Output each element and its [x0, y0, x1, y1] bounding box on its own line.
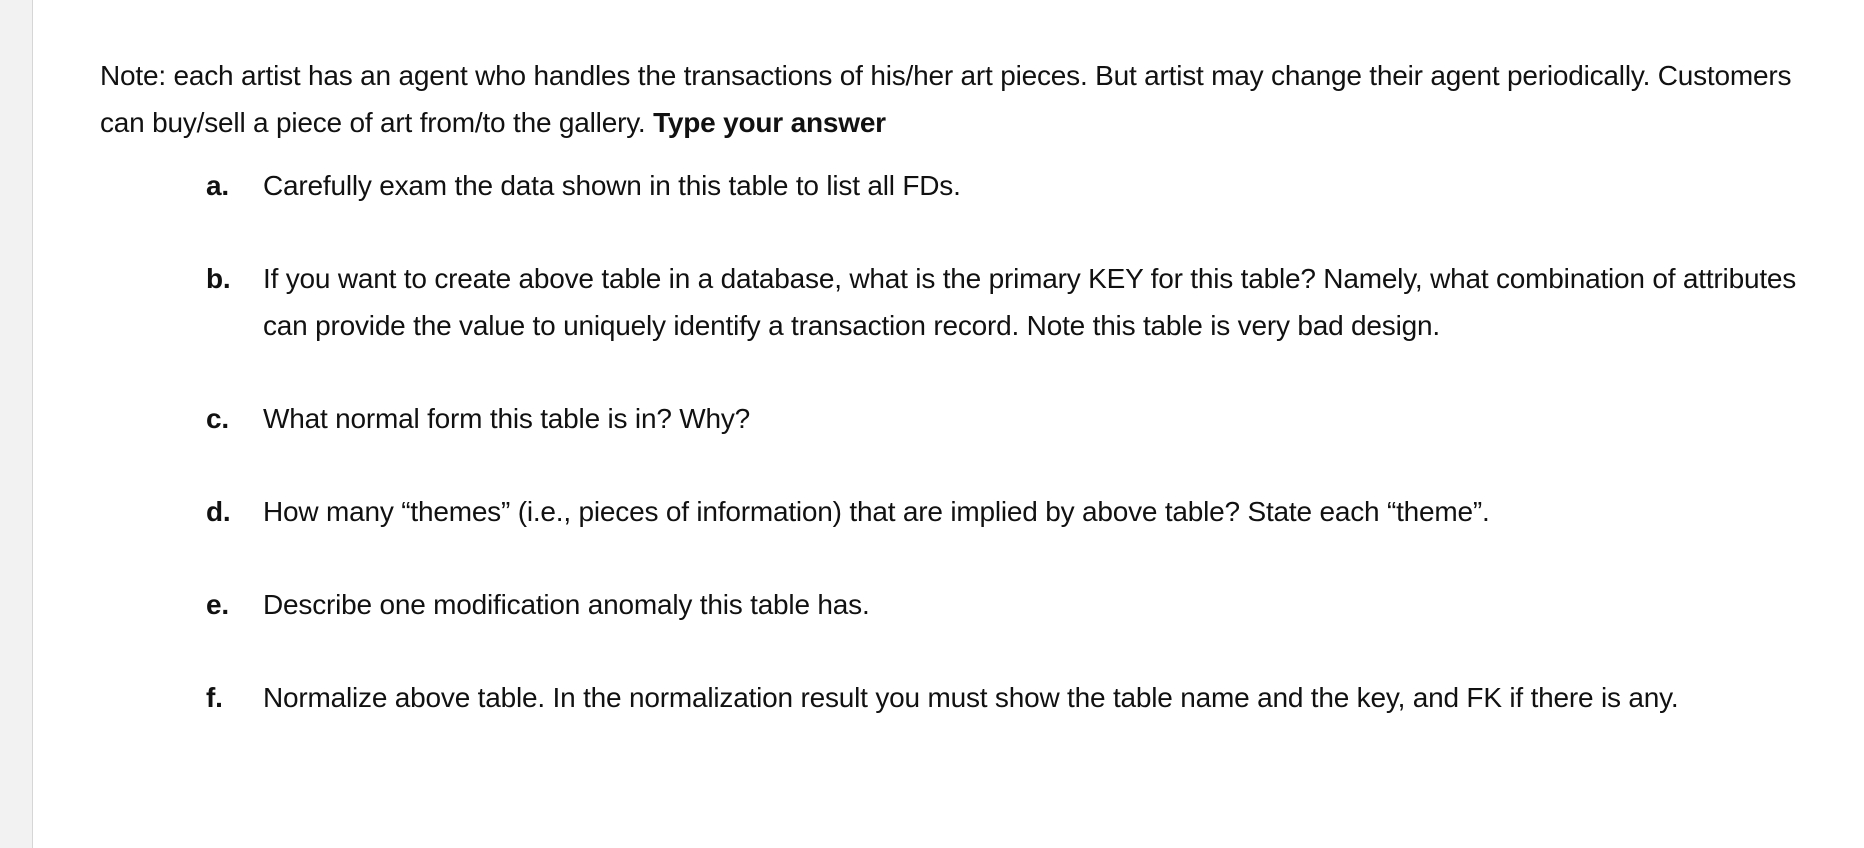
question-letter: d.: [206, 496, 231, 527]
question-text: How many “themes” (i.e., pieces of information) that are implied by above table? State each “theme”.: [263, 496, 1490, 527]
question-text: If you want to create above table in a database, what is the primary KEY for this table? Namely, what combination of attributes can provide the value to uniquely identify a transaction record. Note this table is very bad design.: [263, 263, 1797, 341]
question-b: [100, 255, 1840, 349]
question-letter: b.: [206, 263, 231, 294]
question-f: [100, 674, 1840, 721]
question-letter: e.: [206, 589, 229, 620]
question-a: [100, 162, 1840, 209]
question-d: [100, 488, 1840, 535]
note-paragraph: [100, 52, 1840, 146]
note-text: Note: each artist has an agent who handles the transactions of his/her art pieces. But artist may change their agent periodically. Customers can buy/sell a piece of art from/to the gallery.: [100, 60, 1792, 138]
question-e: [100, 581, 1840, 628]
question-letter: f.: [206, 682, 223, 713]
question-text: What normal form this table is in? Why?: [263, 403, 751, 434]
question-text: Carefully exam the data shown in this table to list all FDs.: [263, 170, 961, 201]
note-instruction: Type your answer: [653, 107, 886, 138]
document-page: [100, 52, 1840, 767]
left-margin-gutter: [0, 0, 33, 848]
question-letter: a.: [206, 170, 229, 201]
question-text: Describe one modification anomaly this table has.: [263, 589, 870, 620]
question-letter: c.: [206, 403, 229, 434]
question-text: Normalize above table. In the normalization result you must show the table name and the key, and FK if there is any.: [263, 682, 1679, 713]
question-list: [100, 162, 1840, 721]
question-c: [100, 395, 1840, 442]
